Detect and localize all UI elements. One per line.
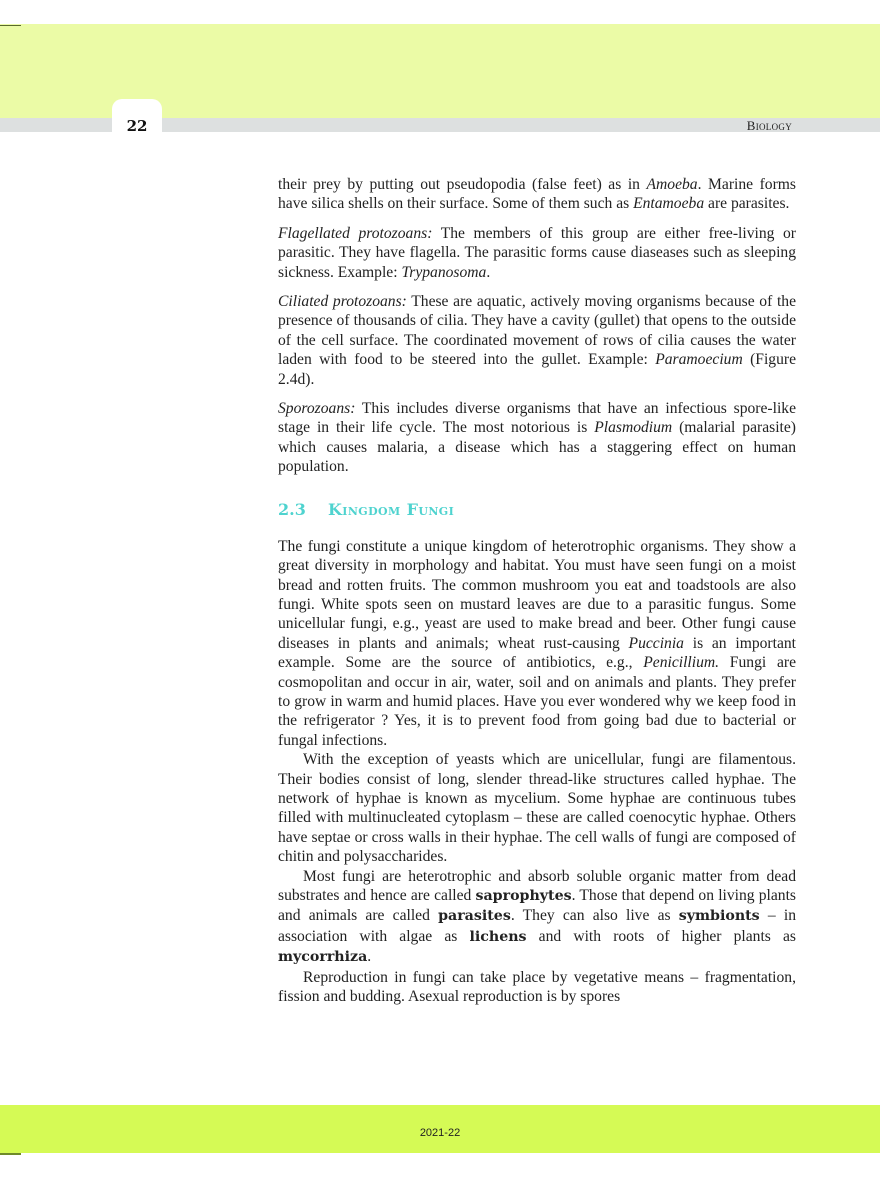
paragraph-label: Flagellated protozoans: (278, 224, 433, 242)
text: (malarial parasite) which causes malaria, a disease which has a staggering effect on human population. (278, 419, 796, 476)
text: . (367, 948, 372, 966)
paragraph-fungi-structure: With the exception of yeasts which are unicellular, fungi are filamentous. Their bodies consist of long, slender thread-like structures called hyphae. The network of hyphae is known as mycelium. Some hyphae are continuous tubes filled with multinucleated cytoplasm – these are called coenocytic hyphae. Others have septae or cross walls in their hyphae. The cell walls of fungi are composed of chitin and polysaccharides. (278, 751, 796, 866)
italic-term: Plasmodium (594, 419, 673, 437)
italic-term: Paramoecium (655, 351, 743, 369)
page-content (278, 175, 796, 1006)
text: is an important example. Some are the source of antibiotics, e.g., (278, 634, 796, 672)
paragraph-fungi-reproduction: Reproduction in fungi can take place by vegetative means – fragmentation, fission and budding. Asexual reproduction is by spores (278, 968, 796, 1006)
paragraph-amoeboid-continued (278, 175, 796, 214)
page-number: 22 (126, 117, 148, 135)
text: their prey by putting out pseudopodia (false feet) as in (278, 176, 647, 193)
paragraph-flagellated (278, 224, 796, 282)
paragraph-fungi-intro (278, 537, 796, 750)
bold-term: mycorrhiza (278, 949, 368, 966)
paragraph-ciliated (278, 292, 796, 389)
crop-mark (0, 1153, 21, 1155)
text: . They can also live as (510, 907, 679, 925)
text: . Marine forms have silica shells on their surface. Some of them such as (278, 176, 796, 213)
italic-term: Trypanosoma (401, 263, 487, 281)
text: (Figure 2.4d). (278, 351, 796, 388)
text: Fungi are cosmopolitan and occur in air, water, soil and on animals and plants. They prefer to grow in warm and humid places. Have you ever wondered why we keep food in the refrigerator ? Yes, it is to prevent food from going bad due to bacterial or fungal infections. (278, 654, 796, 749)
italic-term: Amoeba (646, 176, 698, 193)
text: . (486, 263, 491, 281)
paragraph-label: Ciliated protozoans: (278, 293, 407, 311)
section-heading (278, 500, 796, 520)
text: The members of this group are either free-living or parasitic. They have flagella. The parasitic forms cause diaseases such as sleeping sickness. Example: (278, 224, 796, 281)
crop-mark (0, 25, 21, 26)
bold-term: saprophytes (475, 888, 572, 904)
paragraph-label: Sporozoans: (278, 400, 356, 418)
text: The fungi constitute a unique kingdom of heterotrophic organisms. They show a great diversity in morphology and habitat. You must have seen fungi on a moist bread and rotten fruits. The common mushroom you eat and toadstools are also fungi. White spots seen on mustard leaves are due to a parasitic fungus. Some unicellular fungi, e.g., yeast are used to make bread and beer. Other fungi cause diseases in plants and animals; wheat rust-causing (278, 537, 796, 652)
italic-term: Penicillium. (643, 654, 720, 672)
text: and with roots of higher plants as (526, 927, 797, 945)
text: . Those that depend on living plants and animals are called (278, 887, 796, 925)
italic-term: Entamoeba (633, 195, 705, 213)
paragraph-sporozoans (278, 399, 796, 477)
running-head: Biology (746, 118, 792, 133)
bold-term: parasites (438, 908, 511, 925)
text: – in association with algae as (278, 907, 796, 945)
footer-year: 2021-22 (419, 1127, 461, 1139)
bold-term: lichens (469, 928, 527, 945)
bold-term: symbionts (678, 908, 760, 925)
text: Most fungi are heterotrophic and absorb soluble organic matter from dead substrates and hence are called (278, 867, 796, 904)
section-title: Kingdom Fungi (328, 499, 455, 519)
text: These are aquatic, actively moving organisms because of the presence of thousands of cilia. They have a cavity (gullet) that opens to the outside of the cell surface. The coordinated movement of rows of cilia causes the water laden with food to be steered into the gullet. Example: (278, 293, 796, 369)
text: are parasites. (704, 195, 790, 213)
paragraph-fungi-nutrition (278, 867, 796, 968)
text: This includes diverse organisms that have an infectious spore-like stage in their life cycle. The most notorious is (278, 400, 796, 437)
italic-term: Puccinia (628, 634, 684, 652)
section-number: 2.3 (278, 499, 306, 519)
